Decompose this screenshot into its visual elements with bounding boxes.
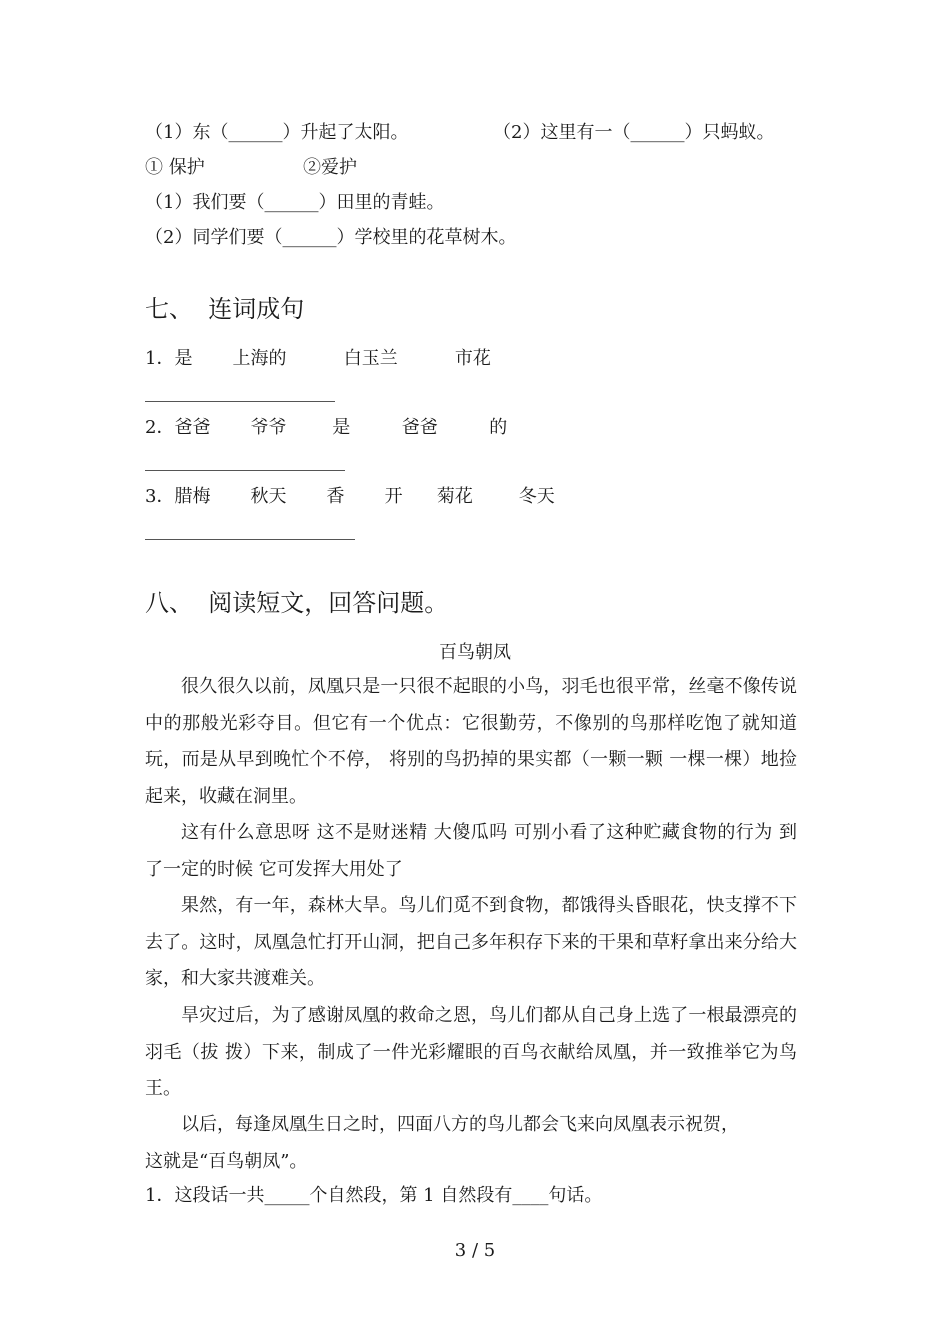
page-number: 3 / 5 (454, 1240, 496, 1261)
fill-line-1-right: （2）这里有一（______）只蚂蚁。 (493, 122, 775, 143)
story-paragraph-5-line-2: 这就是“百鸟朝凤”。 (145, 1151, 308, 1172)
fill-line-3: （1）我们要（______）田里的青蛙。 (145, 192, 445, 213)
story-paragraph-1: 很久很久以前，凤凰只是一只很不起眼的小鸟，羽毛也很平常，丝毫不像传说中的那般光彩夺目。但它有一个优点：它很勤劳，不像别的鸟那样吃饱了就知道玩，而是从早到晚忙个不停， 将别的鸟扔掉的果实都（一颗一颗 一棵一棵）地捡起来，收藏在洞里。 (145, 676, 797, 807)
story-paragraph-5-line-1: 以后，每逢凤凰生日之时，四面八方的鸟儿都会飞来向凤凰表示祝贺， (181, 1114, 739, 1135)
story-paragraph-4: 旱灾过后，为了感谢凤凰的救命之恩，鸟儿们都从自己身上选了一根最漂亮的羽毛（拔 拨）下来，制成了一件光彩耀眼的百鸟衣献给凤凰，并一致推举它为鸟王。 (145, 1005, 797, 1099)
question-1: 1．这段话一共_____个自然段，第 1 自然段有____句话。 (145, 1185, 603, 1206)
fill-line-1-left: （1）东（______）升起了太阳。 (145, 122, 409, 143)
fill-line-4: （2）同学们要（______）学校里的花草树木。 (145, 227, 517, 248)
story-paragraph-3: 果然，有一年，森林大旱。鸟儿们觅不到食物，都饿得头昏眼花，快支撑不下去了。这时，凤凰急忙打开山洞，把自己多年积存下来的干果和草籽拿出来分给大家，和大家共渡难关。 (145, 895, 797, 989)
answer-line-1[interactable] (145, 401, 335, 402)
story-title: 百鸟朝凤 (439, 642, 511, 663)
section-7-item-3: 3．腊梅 秋天 香 开 菊花 冬天 (145, 486, 555, 507)
section-7-heading: 七、 连词成句 (145, 295, 305, 323)
word-option-2: ②爱护 (303, 157, 357, 178)
answer-line-3[interactable] (145, 539, 355, 540)
section-7-item-1: 1．是 上海的 白玉兰 市花 (145, 348, 491, 369)
section-7-item-2: 2．爸爸 爷爷 是 爸爸 的 (145, 417, 508, 438)
story-paragraph-2: 这有什么意思呀 这不是财迷精 大傻瓜吗 可别小看了这种贮藏食物的行为 到了一定的时候 它可发挥大用处了 (145, 822, 797, 880)
section-8-heading: 八、 阅读短文，回答问题。 (145, 589, 449, 617)
word-option-1: ① 保护 (145, 157, 205, 178)
answer-line-2[interactable] (145, 470, 345, 471)
